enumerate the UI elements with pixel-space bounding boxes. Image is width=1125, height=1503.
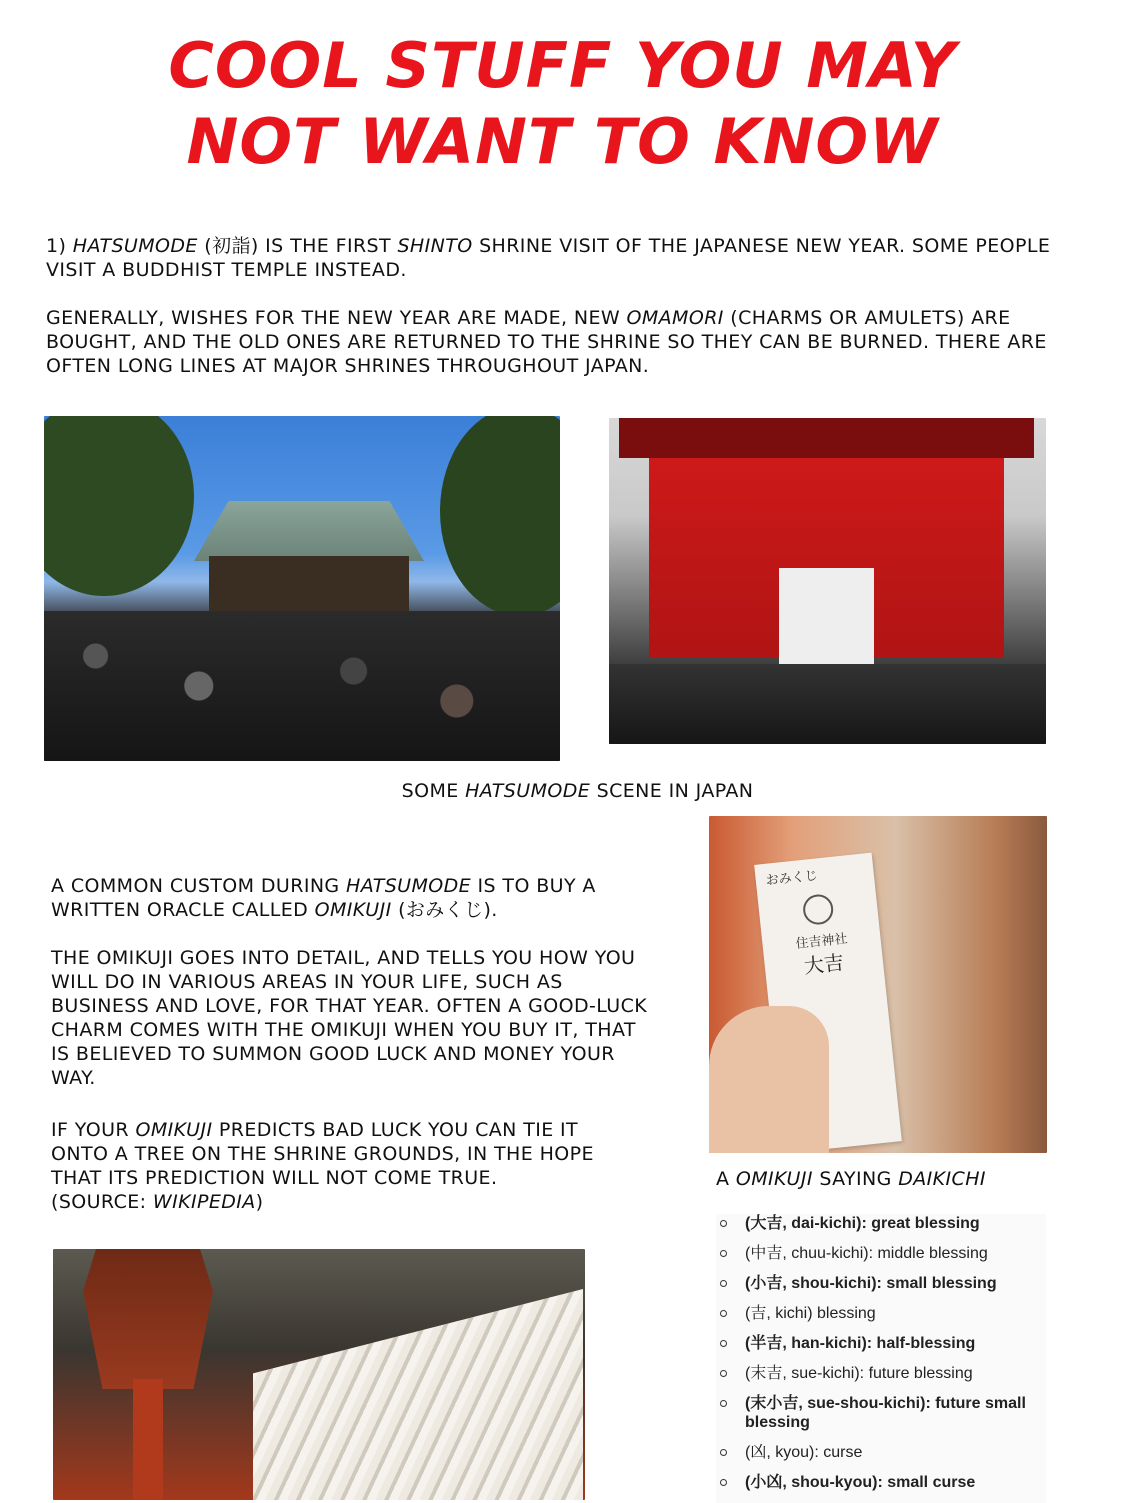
custom-a: A COMMON CUSTOM DURING — [51, 875, 340, 897]
badluck-omikuji: OMIKUJI — [135, 1119, 213, 1141]
blessing-item: (小凶, shou-kyou): small curse — [716, 1473, 1038, 1492]
custom-section — [51, 874, 651, 1214]
custom-b: IS TO BUY A WRITTEN ORACLE CALLED — [51, 875, 596, 921]
omikuji-paper-shrine: 住吉神社 — [794, 931, 849, 953]
omikuji-paper-header: おみくじ — [765, 868, 819, 889]
caption1-term: HATSUMODE — [465, 780, 591, 802]
term-hatsumode: HATSUMODE — [72, 235, 198, 257]
blessing-item: (半吉, han-kichi): half-blessing — [716, 1334, 1038, 1353]
omikuji-caption — [716, 1168, 1016, 1190]
badluck-a: IF YOUR — [51, 1119, 130, 1141]
caption2-omikuji: OMIKUJI — [735, 1168, 813, 1190]
caption2-daikichi: DAIKICHI — [898, 1168, 986, 1190]
blessing-item: (末吉, sue-kichi): future blessing — [716, 1364, 1038, 1383]
intro-paragraph-2 — [46, 306, 1086, 378]
intro-number: 1) — [46, 235, 67, 257]
title-line-2: NOT WANT TO KNOW — [186, 105, 939, 178]
source-wikipedia-link[interactable]: WIKIPEDIA — [152, 1191, 256, 1213]
blessing-item: (大吉, dai-kichi): great blessing — [716, 1214, 1038, 1233]
intro-p2-a: GENERALLY, WISHES FOR THE NEW YEAR ARE MADE, NEW — [46, 307, 621, 329]
intro-section — [46, 234, 1086, 378]
omikuji-paper-fortune: 大吉 — [802, 950, 846, 979]
blessing-item: (末小吉, sue-shou-kichi): future small blessing — [716, 1394, 1038, 1432]
intro-text-mid: IS THE FIRST — [265, 235, 392, 257]
omikuji-tied-photo — [53, 1249, 585, 1500]
crowd-caption — [0, 780, 1125, 802]
detail-paragraph: THE OMIKUJI GOES INTO DETAIL, AND TELLS YOU HOW YOU WILL DO IN VARIOUS AREAS IN YOUR LIFE, SUCH AS BUSINESS AND LOVE, FOR THAT YEAR. OFTEN A GOOD-LUCK CHARM COMES WITH THE OMIKUJI WHEN YOU BUY IT, THAT IS BELIEVED TO SUMMON GOOD LUCK AND MONEY YOUR WAY. — [51, 947, 648, 1089]
custom-kana: (おみくじ). — [398, 899, 498, 921]
badluck-b: PREDICTS BAD LUCK YOU CAN TIE IT ONTO A TREE ON THE SHRINE GROUNDS, IN THE HOPE THAT ITS PREDICTION WILL NOT COME TRUE. — [51, 1119, 594, 1189]
badluck-paragraph — [51, 1118, 621, 1214]
intro-paragraph-1 — [46, 234, 1086, 282]
title-line-1: COOL STUFF YOU MAY — [168, 29, 957, 102]
intro-p2-b: (CHARMS OR AMULETS) ARE BOUGHT, AND THE OLD ONES ARE RETURNED TO THE SHRINE SO THEY CAN BE BURNED. THERE ARE OFTEN LONG LINES AT MAJOR SHRINES THROUGHOUT JAPAN. — [46, 307, 1047, 377]
custom-paragraph — [51, 874, 651, 922]
kanji-hatsumode: (初詣) — [204, 235, 259, 257]
hand — [709, 1006, 829, 1153]
term-omamori: OMAMORI — [626, 307, 724, 329]
red-shrine-gate-photo — [609, 418, 1046, 744]
hatsumode-crowd-photo — [44, 416, 560, 761]
intro-text-rest: SHRINE VISIT OF THE JAPANESE NEW YEAR. SOME PEOPLE VISIT A BUDDHIST TEMPLE INSTEAD. — [46, 235, 1051, 281]
caption1-a: SOME — [401, 780, 459, 802]
source-close: ) — [255, 1191, 264, 1213]
shrine-seal-icon — [802, 893, 835, 926]
caption2-b: SAYING — [819, 1168, 892, 1190]
blessing-item: (吉, kichi) blessing — [716, 1304, 1038, 1323]
omikuji-daikichi-photo — [709, 816, 1047, 1153]
blessing-item: (小吉, shou-kichi): small blessing — [716, 1274, 1038, 1293]
blessing-item: (凶, kyou): curse — [716, 1443, 1038, 1462]
blessing-list — [716, 1214, 1046, 1503]
source-label: (SOURCE: — [51, 1191, 147, 1213]
caption1-b: SCENE IN JAPAN — [596, 780, 754, 802]
page-title — [0, 28, 1125, 180]
custom-term: HATSUMODE — [346, 875, 472, 897]
term-shinto: SHINTO — [397, 235, 473, 257]
caption2-a: A — [716, 1168, 730, 1190]
blessing-item: (中吉, chuu-kichi): middle blessing — [716, 1244, 1038, 1263]
custom-omikuji: OMIKUJI — [314, 899, 392, 921]
